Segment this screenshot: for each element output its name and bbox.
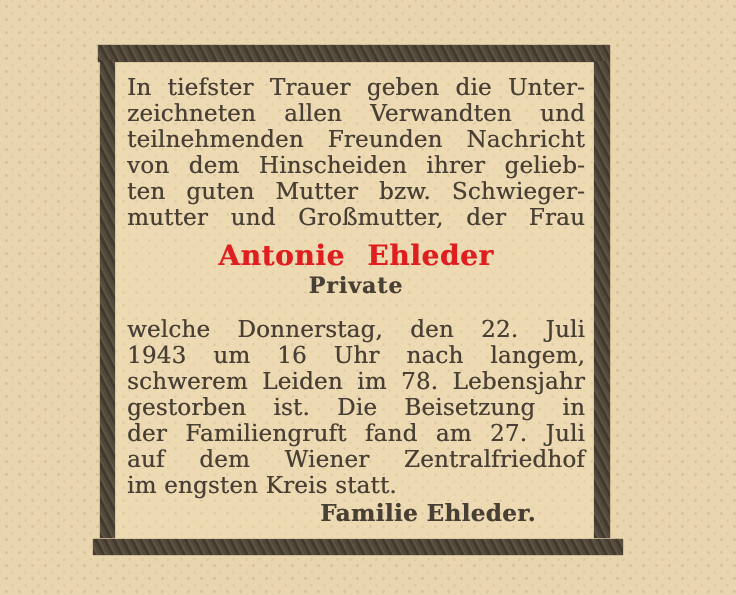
notice-border-right [594, 61, 610, 538]
text-line: im engsten Kreis statt. [127, 473, 397, 499]
text-line: gestorben ist. Die Beisetzung in [127, 395, 585, 421]
text-line: von dem Hinscheiden ihrer gelieb- [127, 153, 585, 179]
text-line: auf dem Wiener Zentralfriedhof [127, 447, 585, 473]
text-line: zeichneten allen Verwandten und [127, 101, 585, 127]
notice-border-top [98, 45, 610, 62]
text-line: mutter und Großmutter, der Frau [127, 205, 585, 231]
text-line: ten guten Mutter bzw. Schwieger- [127, 179, 585, 205]
signature: Familie Ehleder. [320, 500, 536, 527]
text-line: In tiefster Trauer geben die Unter- [127, 75, 585, 101]
text-line: 1943 um 16 Uhr nach langem, [127, 343, 585, 369]
intro-paragraph [127, 75, 585, 231]
death-notice [115, 62, 594, 539]
notice-border-left [100, 60, 115, 538]
text-line: teilnehmenden Freunden Nachricht [127, 127, 585, 153]
deceased-role: Private [308, 273, 404, 299]
deceased-name: Antonie Ehleder [218, 239, 494, 272]
text-line: schwerem Leiden im 78. Lebensjahr [127, 369, 585, 395]
text-line: der Familiengruft fand am 27. Juli [127, 421, 585, 447]
text-line: welche Donnerstag, den 22. Juli [127, 317, 585, 343]
body-paragraph [127, 317, 585, 499]
notice-border-bottom [93, 539, 623, 555]
